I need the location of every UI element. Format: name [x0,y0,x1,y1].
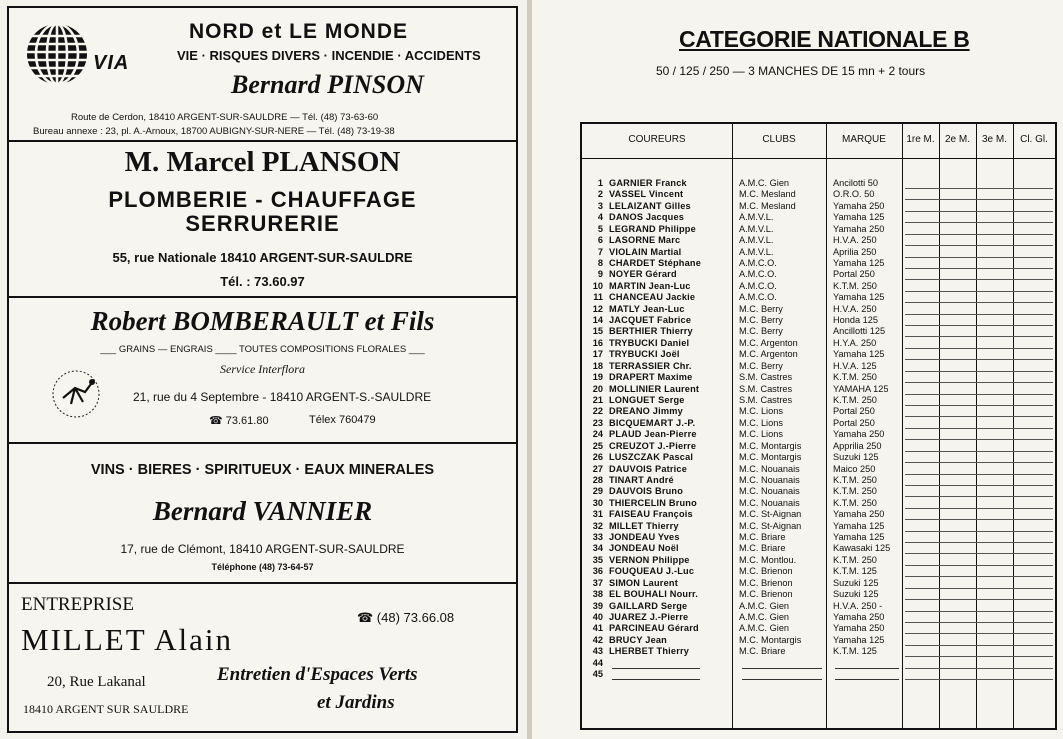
header-clubs: CLUBS [762,134,796,145]
rider-club: A.M.V.L. [739,246,774,257]
planson-phone: Tél. : 73.60.97 [220,274,305,289]
rider-make: Yamaha 125 [833,520,885,531]
nord-subtitle: VIE · RISQUES DIVERS · INCENDIE · ACCIDENTS [177,48,481,63]
table-row [582,601,1055,612]
rider-club: M.C. St-Aignan [739,520,802,531]
table-row [582,429,1055,440]
millet-phone: ☎ (48) 73.66.08 [357,610,455,625]
rider-club: M.C. St-Aignan [739,509,802,520]
rider-club: M.C. Argenton [739,337,798,348]
rider-name: TERRASSIER Chr. [609,360,692,371]
rider-name: FOUQUEAU J.-Luc [609,566,695,577]
right-page-results [532,0,1063,739]
rider-club: A.M.C.O. [739,292,777,303]
rider-number: 39 [592,600,603,611]
rider-club: M.C. Argenton [739,349,798,360]
table-row [582,669,1055,680]
rider-make: Suzuki 125 [833,577,879,588]
table-row [582,247,1055,258]
table-row [582,326,1055,337]
rider-make: H.V.A. 250 [833,235,877,246]
table-row [582,441,1055,452]
left-page-advertisements [0,0,527,739]
rider-number: 18 [592,360,603,371]
rider-name: DANOS Jacques [609,212,685,223]
blank-entry-line [612,679,700,680]
rider-club: A.M.C. Gien [739,623,790,634]
table-row [582,349,1055,360]
table-row [582,612,1055,623]
rider-make: Yamaha 250 [833,429,885,440]
table-row [582,589,1055,600]
rider-number: 30 [592,497,603,508]
table-row [582,623,1055,634]
table-row [582,452,1055,463]
rider-name: DRAPERT Maxime [609,372,693,383]
rider-club: M.C. Briare [739,543,786,554]
rider-number: 1 [597,178,603,188]
rider-club: A.M.C.O. [739,280,777,291]
rider-name: LELAIZANT Gilles [609,200,691,211]
rider-number: 35 [592,554,603,565]
rider-number: 16 [592,337,603,348]
rider-number: 34 [592,543,603,554]
category-title: CATEGORIE NATIONALE B [679,26,970,52]
category-subtitle: 50 / 125 / 250 — 3 MANCHES DE 15 mn + 2 tours [656,64,926,78]
millet-name: MILLET Alain [21,622,233,657]
rider-make: Suzuki 125 [833,452,879,463]
rider-club: M.C. Mesland [739,200,796,211]
table-row [582,406,1055,417]
table-row [582,578,1055,589]
rider-number: 10 [592,280,603,291]
rider-name: LHERBET Thierry [609,646,690,657]
rider-number: 32 [592,520,603,531]
planson-name: M. Marcel PLANSON [124,146,401,178]
rider-name: JONDEAU Noël [609,543,679,554]
rider-make: Yamaha 125 [833,292,885,303]
table-row [582,509,1055,520]
vannier-name: Bernard VANNIER [152,496,373,526]
rider-number: 5 [597,223,603,234]
nord-title: NORD et LE MONDE [189,20,409,43]
nord-annex-address: Bureau annexe : 23, pl. A.-Arnoux, 18700 AUBIGNY-SUR-NERE — Tél. (48) 73-19-38 [33,126,395,137]
rider-club: A.M.C. Gien [739,611,790,622]
table-row [582,258,1055,269]
table-row [582,635,1055,646]
rider-name: CHARDET Stéphane [609,257,702,268]
table-row [582,189,1055,200]
header-round-1: 1re M. [906,134,935,145]
rider-number: 25 [592,440,603,451]
table-row [582,384,1055,395]
rider-club: M.C. Lions [739,406,783,417]
rider-make: H.Y.A. 250 [833,337,877,348]
rider-number: 4 [597,212,603,223]
rider-name: LEGRAND Philippe [609,223,696,234]
rider-number: 37 [592,577,603,588]
rider-make: K.T.M. 125 [833,646,877,657]
table-header-rule [582,158,1055,159]
header-make: MARQUE [842,134,886,145]
rider-club: A.M.C.O. [739,257,777,268]
rider-make: O.R.O. 50 [833,189,875,200]
rider-number: 40 [592,611,603,622]
vannier-phone: Téléphone (48) 73-64-57 [211,562,314,572]
rider-make: K.T.M. 250 [833,372,877,383]
rider-name: BERTHIER Thierry [609,326,693,337]
bomberault-address: 21, rue du 4 Septembre - 18410 ARGENT-S.-SAULDRE [133,390,432,404]
rider-number: 3 [597,200,603,211]
rider-number: 17 [592,349,603,360]
rider-name: TRYBUCKI Daniel [609,337,690,348]
rider-club: M.C. Berry [739,326,783,337]
table-row [582,361,1055,372]
table-row [582,281,1055,292]
rider-name: JONDEAU Yves [609,532,680,543]
table-row [582,235,1055,246]
rider-name: JACQUET Fabrice [609,315,692,326]
rider-club: A.M.V.L. [739,223,774,234]
header-round-2: 2e M. [944,134,970,145]
rider-club: M.C. Nouanais [739,463,800,474]
rider-make: Yamaha 250 [833,223,885,234]
table-row [582,475,1055,486]
rider-club: M.C. Berry [739,315,783,326]
rider-club: A.M.C. Gien [739,178,790,188]
rider-name: GAILLARD Serge [609,600,688,611]
rider-club: M.C. Lions [739,417,783,428]
rider-make: K.T.M. 125 [833,566,877,577]
table-row [582,658,1055,669]
table-row [582,372,1055,383]
rider-make: Portal 250 [833,269,875,280]
table-row [582,486,1055,497]
rider-make: Kawasaki 125 [833,543,891,554]
rider-number: 43 [592,646,603,657]
rider-name: DAUVOIS Bruno [609,486,684,497]
rider-number: 22 [592,406,603,417]
blank-entry-line [742,679,822,680]
rider-make: Aprilia 250 [833,246,877,257]
rider-name: FAISEAU François [609,509,693,520]
table-row [582,418,1055,429]
rider-make: Yamaha 125 [833,212,885,223]
planson-trade-2: SERRURERIE [185,211,340,236]
rider-name: MOLLINIER Laurent [609,383,700,394]
millet-address: 20, Rue Lakanal [47,674,146,690]
millet-tagline-1: Entretien d'Espaces Verts [217,664,418,685]
rider-make: K.T.M. 250 [833,280,877,291]
table-row [582,464,1055,475]
rider-number: 20 [592,383,603,394]
rider-name: BICQUEMART J.-P. [609,417,696,428]
ad-bomberault [7,298,518,444]
millet-entreprise: ENTREPRISE [21,594,134,615]
rider-number: 6 [597,235,603,246]
rider-name: THIERCELIN Bruno [609,497,697,508]
table-row [582,543,1055,554]
rider-make: Apprilia 250 [833,440,882,451]
ad-planson [7,142,518,298]
nord-address: Route de Cerdon, 18410 ARGENT-SUR-SAULDRE — Tél. (48) 73-63-60 [71,112,379,123]
rider-make: H.V.A. 250 [833,303,877,314]
rider-number: 26 [592,452,603,463]
ad-nord-et-le-monde [7,6,518,142]
rider-club: A.M.C.O. [739,269,777,280]
rider-name: JUAREZ J.-Pierre [609,611,689,622]
rider-number: 8 [597,257,603,268]
rider-make: Yamaha 125 [833,532,885,543]
header-round-3: 3e M. [981,134,1007,145]
rider-make: K.T.M. 250 [833,474,877,485]
rider-club: M.C. Briare [739,646,786,657]
rider-make: Yamaha 250 [833,200,885,211]
rider-make: H.V.A. 125 [833,360,877,371]
rider-number: 24 [592,429,603,440]
rider-name: VASSEL Vincent [609,189,684,200]
rider-make: K.T.M. 250 [833,497,877,508]
rider-name: VERNON Philippe [609,554,690,565]
table-row [582,292,1055,303]
rider-number: 33 [592,532,603,543]
rider-club: S.M. Castres [739,372,793,383]
rider-club: M.C. Montargis [739,634,802,645]
rider-number: 15 [592,326,603,337]
rider-name: LASORNE Marc [609,235,681,246]
millet-city: 18410 ARGENT SUR SAULDRE [23,702,189,716]
bomberault-phone: ☎ 73.61.80 [209,415,269,427]
vannier-headline: VINS · BIERES · SPIRITUEUX · EAUX MINERALES [90,462,435,478]
interflora-logo-icon [45,368,107,420]
rider-make: Ancillotti 125 [833,326,886,337]
rider-number: 27 [592,463,603,474]
rider-make: Yamaha 125 [833,349,885,360]
rider-name: CHANCEAU Jackie [609,292,696,303]
table-row [582,212,1055,223]
rider-make: Yamaha 125 [833,634,885,645]
rider-name: PARCINEAU Gérard [609,623,699,634]
table-row [582,395,1055,406]
rider-make: Yamaha 250 [833,509,885,520]
rider-club: M.C. Brienon [739,566,793,577]
table-row [582,315,1055,326]
globe-logo-icon [25,22,89,86]
table-row [582,178,1055,189]
table-row [582,555,1055,566]
rider-number: 45 [592,669,603,680]
rider-make: Maico 250 [833,463,876,474]
nord-agent-name: Bernard PINSON [231,70,424,99]
results-table [580,122,1057,730]
rider-number: 19 [592,372,603,383]
planson-address: 55, rue Nationale 18410 ARGENT-SUR-SAULDRE [112,250,413,265]
rider-name: DAUVOIS Patrice [609,463,688,474]
rider-name: BRUCY Jean [609,634,667,645]
rider-make: K.T.M. 250 [833,394,877,405]
rider-make: Portal 250 [833,417,875,428]
rider-club: M.C. Lions [739,429,783,440]
rider-name: MARTIN Jean-Luc [609,280,691,291]
brand-via: VIA [93,52,130,74]
planson-trade-1: PLOMBERIE - CHAUFFAGE [108,187,417,212]
rider-club: M.C. Montargis [739,452,802,463]
rider-make: Honda 125 [833,315,878,326]
header-overall: Cl. Gl. [1020,134,1048,145]
rider-name: SIMON Laurent [609,577,678,588]
rider-club: M.C. Mesland [739,189,796,200]
rider-name: PLAUD Jean-Pierre [609,429,697,440]
rider-name: LUSZCZAK Pascal [609,452,694,463]
rider-name: VIOLAIN Martial [609,246,682,257]
rider-name: TINART André [609,474,674,485]
rider-make: YAMAHA 125 [833,383,889,394]
table-row [582,224,1055,235]
rider-make: H.V.A. 250 - [833,600,883,611]
rider-club: A.M.V.L. [739,212,774,223]
rider-name: GARNIER Franck [609,178,687,188]
table-row [582,521,1055,532]
rider-number: 14 [592,315,603,326]
rider-make: Yamaha 250 [833,623,885,634]
rider-club: M.C. Berry [739,360,783,371]
bomberault-trades: ___ GRAINS — ENGRAIS ____ TOUTES COMPOSITIONS FLORALES ___ [100,344,425,355]
bomberault-telex: Télex 760479 [309,414,376,426]
rider-name: CREUZOT J.-Pierre [609,440,697,451]
ad-millet [7,584,518,733]
table-row [582,201,1055,212]
rider-number: 38 [592,589,603,600]
rider-name: NOYER Gérard [609,269,677,280]
rider-number: 29 [592,486,603,497]
vannier-address: 17, rue de Clémont, 18410 ARGENT-SUR-SAULDRE [120,542,405,556]
rider-number: 21 [592,394,603,405]
rider-number: 12 [592,303,603,314]
rider-number: 28 [592,474,603,485]
rider-make: Portal 250 [833,406,875,417]
rider-number: 7 [597,246,603,257]
rider-make: K.T.M. 250 [833,554,877,565]
rider-club: M.C. Berry [739,303,783,314]
table-row [582,269,1055,280]
rider-club: M.C. Brienon [739,589,793,600]
rider-name: EL BOUHALI Nourr. [609,589,698,600]
rider-club: M.C. Nouanais [739,497,800,508]
millet-tagline-2: et Jardins [317,692,395,713]
rider-club: A.M.C. Gien [739,600,790,611]
table-row [582,646,1055,657]
rider-club: M.C. Nouanais [739,486,800,497]
bomberault-service: Service Interflora [220,362,305,376]
rider-name: LONGUET Serge [609,394,685,405]
table-row [582,566,1055,577]
rider-club: M.C. Briare [739,532,786,543]
rider-name: MATLY Jean-Luc [609,303,685,314]
rider-name: DREANO Jimmy [609,406,683,417]
ad-vannier [7,444,518,584]
table-row [582,498,1055,509]
rider-club: M.C. Nouanais [739,474,800,485]
rider-make: K.T.M. 250 [833,486,877,497]
bomberault-name: Robert BOMBERAULT et Fils [90,306,435,336]
rider-number: 36 [592,566,603,577]
rider-club: M.C. Montlou. [739,554,797,565]
rider-make: Yamaha 125 [833,257,885,268]
rider-make: Yamaha 250 [833,611,885,622]
rider-club: S.M. Castres [739,394,793,405]
table-row [582,304,1055,315]
rider-number: 31 [592,509,603,520]
rider-club: M.C. Montargis [739,440,802,451]
rider-number: 11 [593,292,603,303]
rider-club: M.C. Brienon [739,577,793,588]
rider-number: 42 [592,634,603,645]
header-riders: COUREURS [628,134,686,145]
rider-number: 9 [597,269,603,280]
rider-club: A.M.V.L. [739,235,774,246]
rider-make: Ancilotti 50 [833,178,878,188]
rider-number: 41 [592,623,603,634]
table-row [582,532,1055,543]
result-cell-rule [905,679,1053,680]
rider-number: 44 [592,657,603,668]
blank-entry-line [835,679,899,680]
rider-name: TRYBUCKI Joël [609,349,680,360]
rider-name: MILLET Thierry [609,520,679,531]
rider-club: S.M. Castres [739,383,793,394]
table-row [582,338,1055,349]
rider-number: 2 [597,189,603,200]
rider-number: 23 [592,417,603,428]
rider-make: Suzuki 125 [833,589,879,600]
